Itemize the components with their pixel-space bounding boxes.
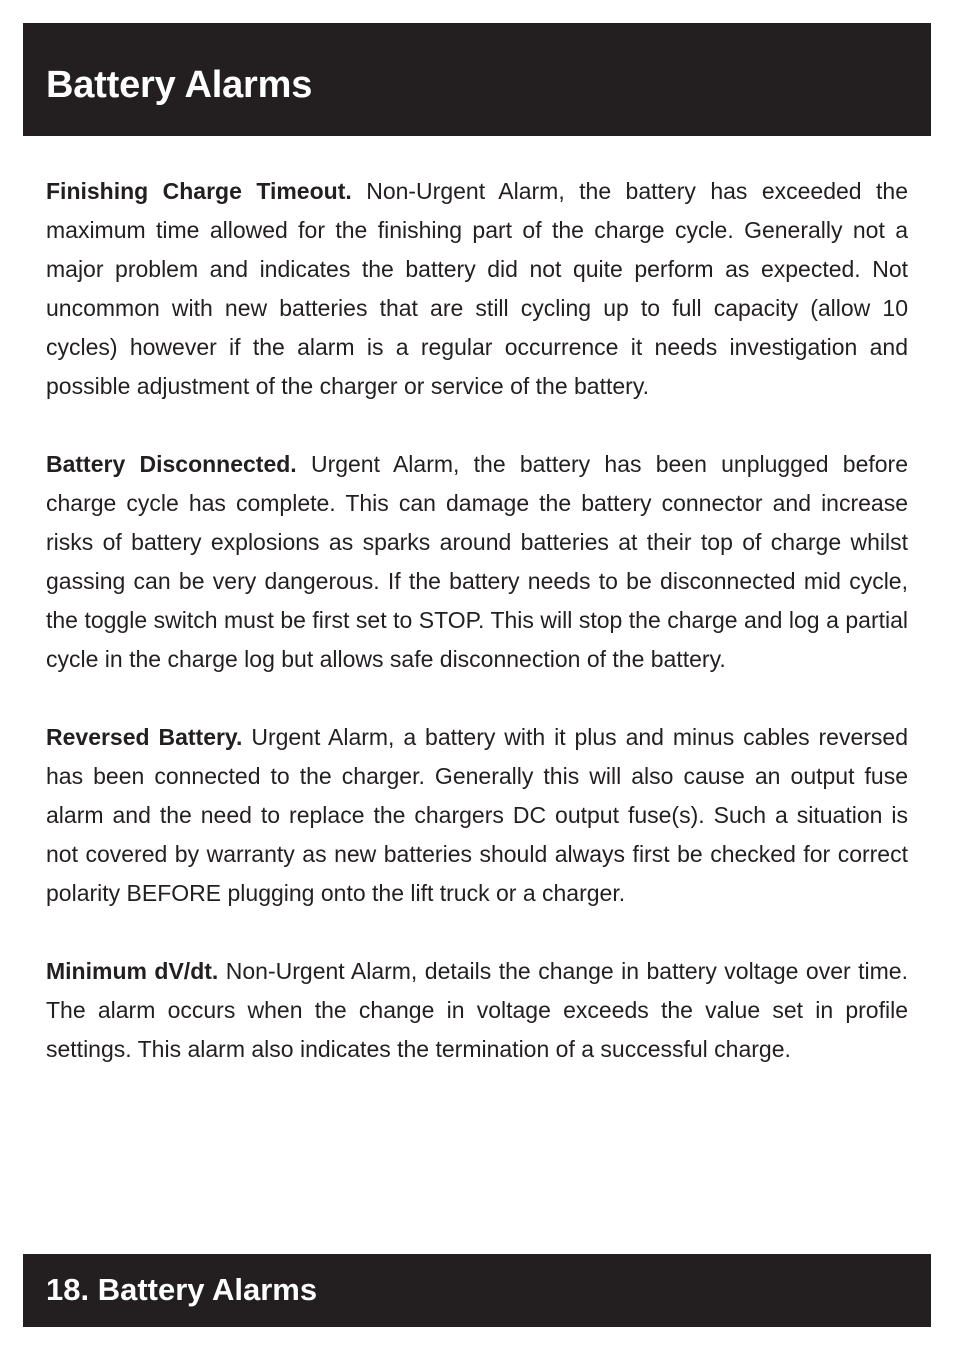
page-footer bbox=[23, 1254, 931, 1327]
alarm-term: Battery Disconnected. bbox=[46, 451, 297, 477]
alarm-term: Minimum dV/dt. bbox=[46, 958, 219, 984]
alarm-description: Non-Urgent Alarm, details the change in battery voltage over time. The alarm occurs when the change in voltage exceeds the value set in profile settings. This alarm also indicates the termination of a successful charge. bbox=[46, 958, 908, 1062]
alarm-term: Reversed Battery. bbox=[46, 724, 243, 750]
alarm-list bbox=[46, 172, 908, 1108]
alarm-battery-disconnected bbox=[46, 445, 908, 679]
page-title: Battery Alarms bbox=[46, 64, 313, 106]
alarm-description: Non-Urgent Alarm, the battery has exceeded the maximum time allowed for the finishing part of the charge cycle. Generally not a major problem and indicates the battery did not quite perform as expected. Not uncommon with new batteries that are still cycling up to full capacity (allow 10 cycles) however if the alarm is a regular occurrence it needs investigation and possible adjustment of the charger or service of the battery. bbox=[46, 178, 908, 399]
section-title: 18. Battery Alarms bbox=[46, 1272, 318, 1307]
alarm-description: Urgent Alarm, a battery with it plus and minus cables reversed has been connected to the charger. Generally this will also cause an output fuse alarm and the need to replace the chargers DC output fuse(s). Such a situation is not covered by warranty as new batteries should always first be checked for correct polarity BEFORE plugging onto the lift truck or a charger. bbox=[46, 724, 908, 906]
alarm-finishing-charge-timeout bbox=[46, 172, 908, 406]
alarm-description: Urgent Alarm, the battery has been unplugged before charge cycle has complete. This can damage the battery connector and increase risks of battery explosions as sparks around batteries at their top of charge whilst gassing can be very dangerous. If the battery needs to be disconnected mid cycle, the toggle switch must be first set to STOP. This will stop the charge and log a partial cycle in the charge log but allows safe disconnection of the battery. bbox=[46, 451, 909, 672]
alarm-term: Finishing Charge Timeout. bbox=[46, 178, 352, 204]
page-header bbox=[23, 23, 931, 136]
alarm-minimum-dvdt bbox=[46, 952, 908, 1069]
alarm-reversed-battery bbox=[46, 718, 908, 913]
